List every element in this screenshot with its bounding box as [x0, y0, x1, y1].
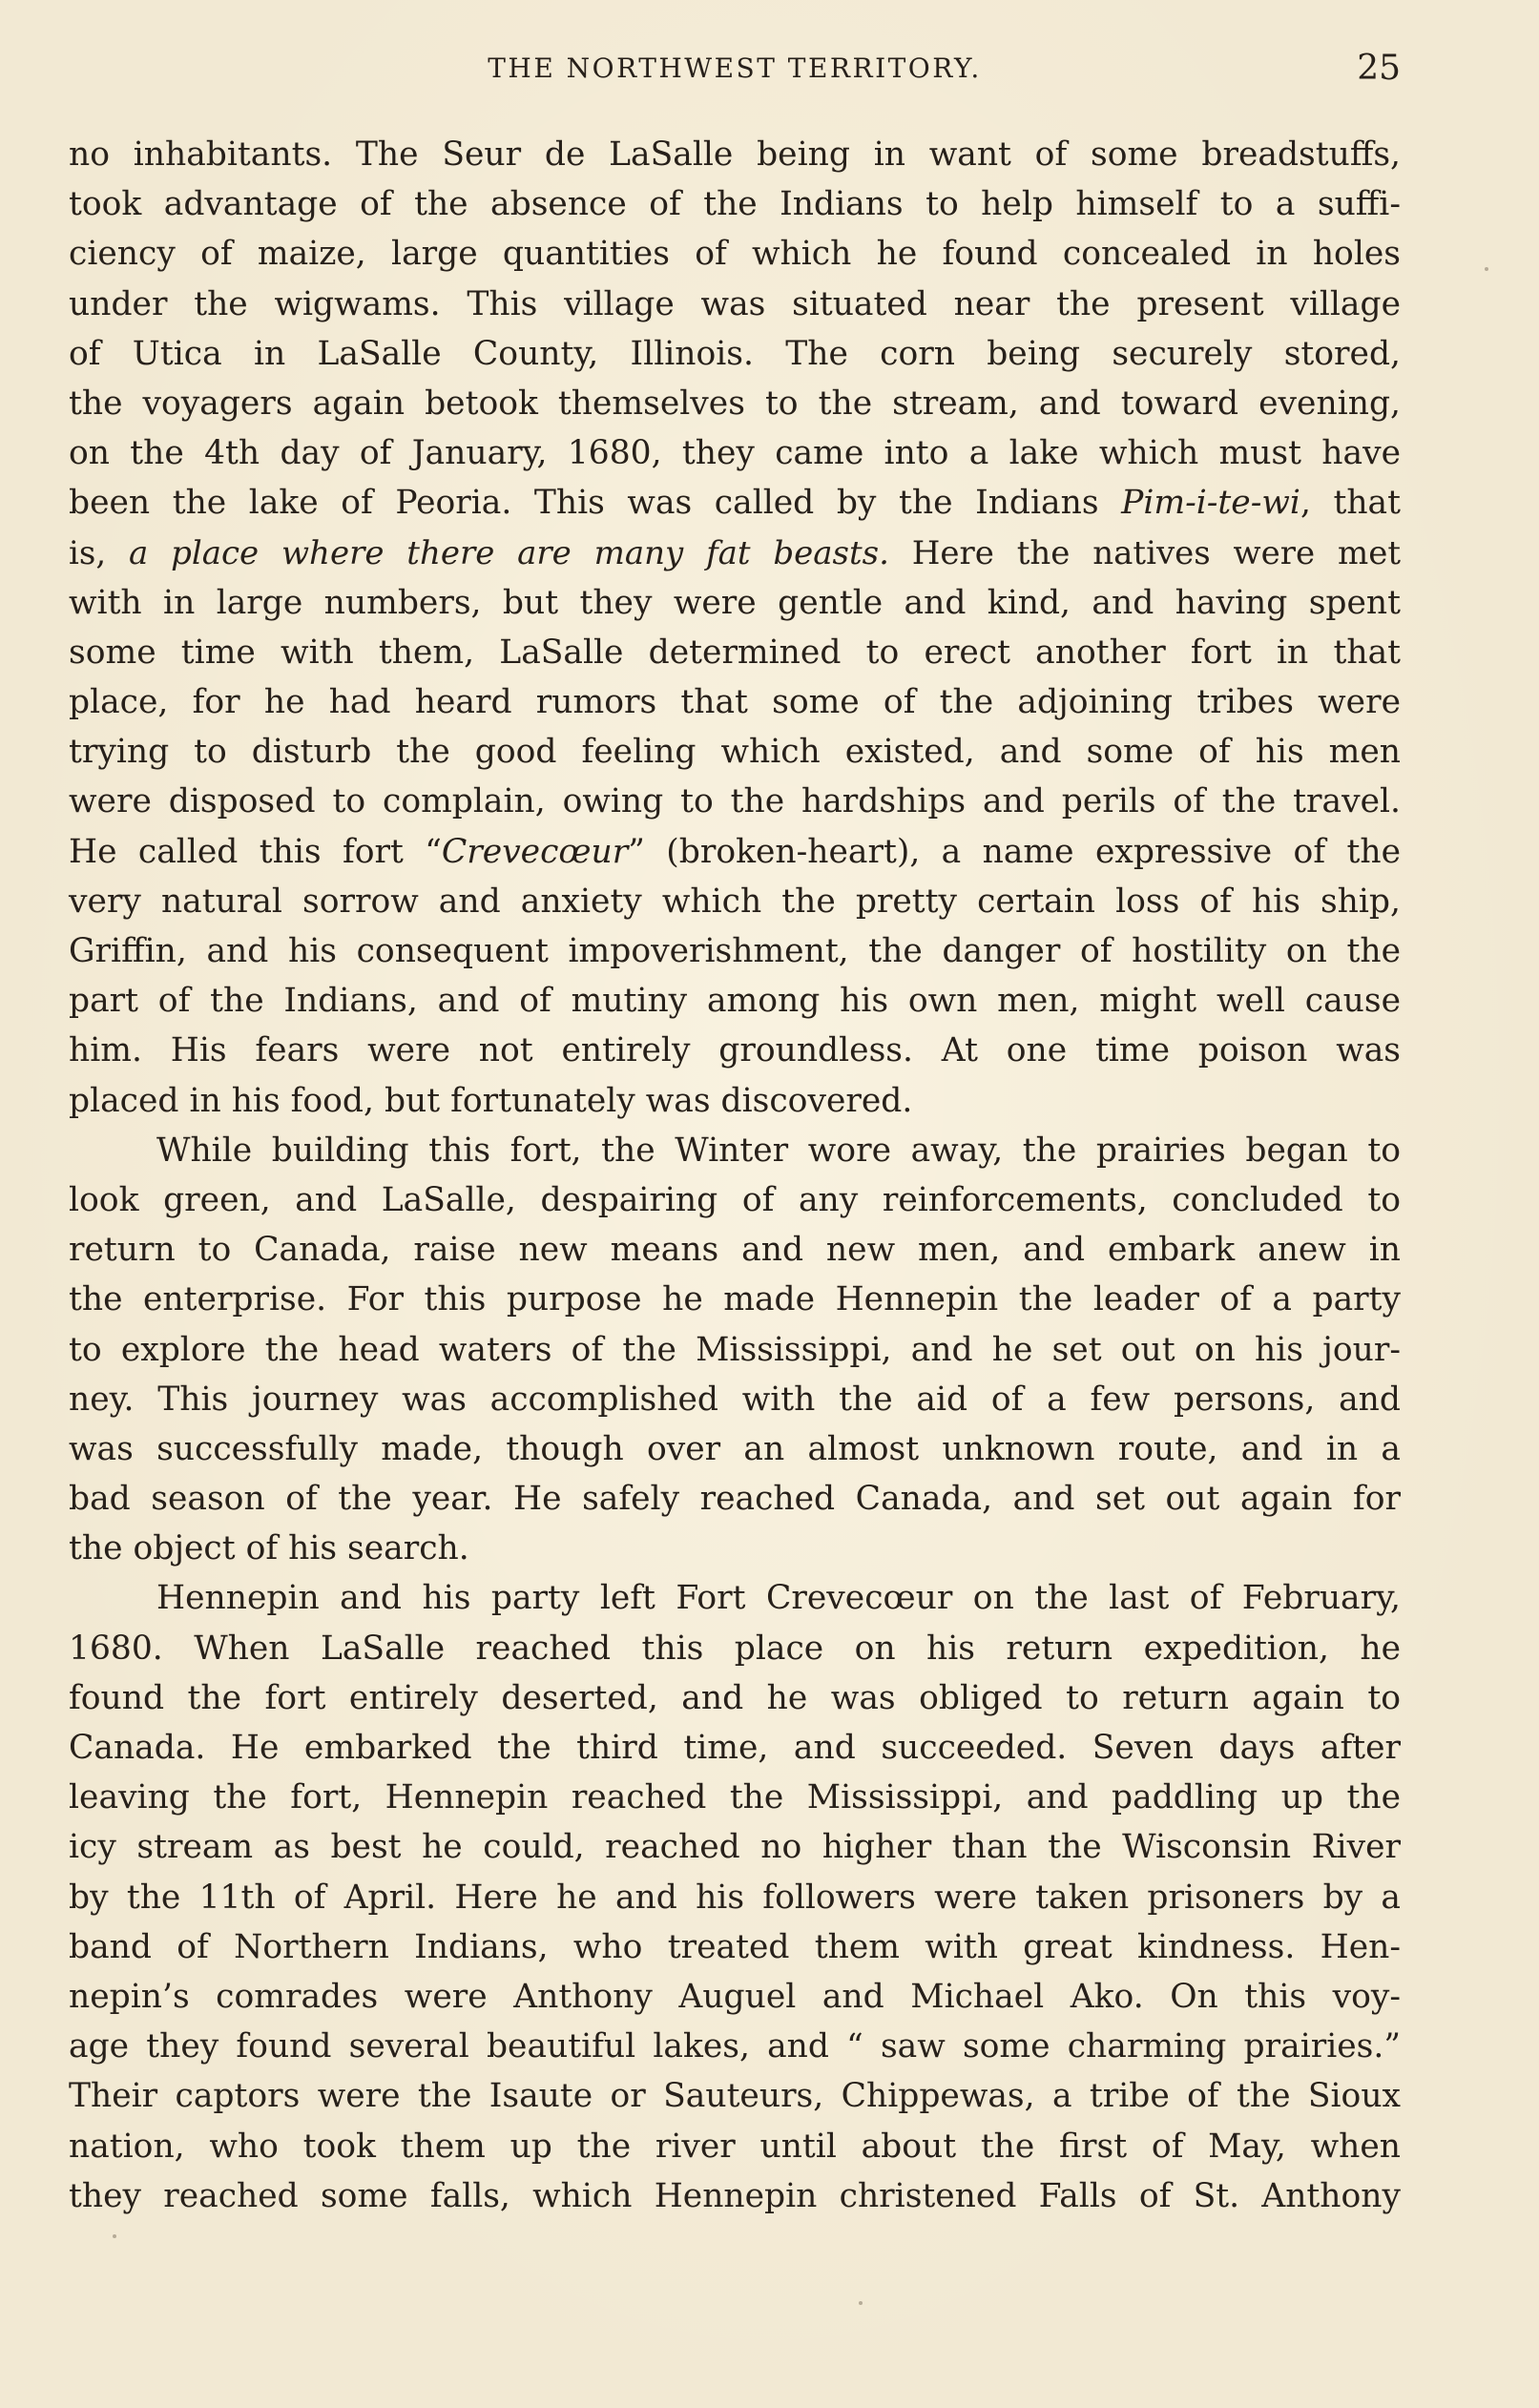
text-line [69, 529, 1401, 578]
text-line: by the 11th of April. Here he and his followers were taken prisoners by a [69, 1878, 1401, 1917]
page-number: 25 [1357, 49, 1401, 88]
text-line: bad season of the year. He safely reached Canada, and set out again for [69, 1480, 1401, 1519]
text-run: Here the natives were met [911, 533, 1401, 572]
text-line: the voyagers again betook themselves to the stream, and toward evening, [69, 384, 1401, 423]
text-line: While building this fort, the Winter wore away, the prairies began to [156, 1131, 1401, 1170]
text-line: place, for he had heard rumors that some of the adjoining tribes were [69, 683, 1401, 722]
text-line: Their captors were the Isaute or Sauteurs, Chippewas, a tribe of the Sioux [69, 2077, 1401, 2116]
text-line: return to Canada, raise new means and new men, and embark anew in [69, 1231, 1401, 1270]
text-line: look green, and LaSalle, despairing of any reinforcements, concluded to [69, 1180, 1401, 1219]
text-line: ney. This journey was accomplished with the aid of a few persons, and [69, 1380, 1401, 1419]
text-run: He called this fort “ [69, 832, 442, 871]
text-line: they reached some falls, which Hennepin christened Falls of St. Anthony [69, 2176, 1401, 2215]
text-line: part of the Indians, and of mutiny among his own men, might well cause [69, 982, 1401, 1021]
text-line: 1680. When LaSalle reached this place on his return expedition, he [69, 1629, 1401, 1668]
text-line: on the 4th day of January, 1680, they came into a lake which must have [69, 434, 1401, 473]
text-line: some time with them, LaSalle determined to erect another fort in that [69, 633, 1401, 672]
text-line: no inhabitants. The Seur de LaSalle being in want of some breadstuffs, [69, 135, 1401, 174]
text-line: Canada. He embarked the third time, and succeeded. Seven days after [69, 1729, 1401, 1767]
italic-translation: a place where there are many fat beasts. [128, 533, 889, 572]
text-run: is, [69, 533, 107, 572]
text-line: leaving the fort, Hennepin reached the Mississippi, and paddling up the [69, 1778, 1401, 1817]
running-head [69, 48, 1401, 90]
body-text [69, 130, 1401, 2221]
text-line: trying to disturb the good feeling which existed, and some of his men [69, 733, 1401, 772]
paper-speck [859, 2301, 863, 2305]
italic-fort-name: Crevecœur [441, 832, 629, 871]
text-line: very natural sorrow and anxiety which the pretty certain loss of his ship, [69, 882, 1401, 921]
text-line: to explore the head waters of the Mississippi, and he set out on his jour- [69, 1330, 1401, 1369]
text-run: ” (broken-heart), a name expressive of the [628, 832, 1401, 871]
text-line: nation, who took them up the river until about the first of May, when [69, 2127, 1401, 2166]
text-line: under the wigwams. This village was situated near the present village [69, 284, 1401, 323]
text-line: were disposed to complain, owing to the hardships and perils of the travel. [69, 782, 1401, 821]
text-line: ciency of maize, large quantities of which he found concealed in holes [69, 235, 1401, 274]
text-line: placed in his food, but fortunately was discovered. [69, 1081, 913, 1120]
running-title: THE NORTHWEST TERRITORY. [488, 52, 982, 84]
paper-speck [1485, 267, 1488, 271]
text-run: been the lake of Peoria. This was called by the Indians [69, 484, 1099, 523]
text-line: was successfully made, though over an almost unknown route, and in a [69, 1429, 1401, 1468]
text-line: of Utica in LaSalle County, Illinois. The corn being securely stored, [69, 334, 1401, 373]
text-line: the enterprise. For this purpose he made Hennepin the leader of a party [69, 1280, 1401, 1319]
text-line: Griffin, and his consequent impoverishment, the danger of hostility on the [69, 932, 1401, 970]
text-run: , that [1300, 484, 1401, 523]
text-line: found the fort entirely deserted, and he was obliged to return again to [69, 1678, 1401, 1717]
text-line: nepin’s comrades were Anthony Auguel and Michael Ako. On this voy- [69, 1977, 1401, 2016]
text-line: Hennepin and his party left Fort Crevecœur on the last of February, [156, 1579, 1401, 1618]
text-line: him. His fears were not entirely groundless. At one time poison was [69, 1031, 1401, 1070]
text-line [69, 478, 1401, 528]
paper-speck [113, 2234, 116, 2238]
text-line: band of Northern Indians, who treated them with great kindness. Hen- [69, 1927, 1401, 1966]
text-line: age they found several beautiful lakes, and “ saw some charming prairies.” [69, 2027, 1401, 2066]
text-line: took advantage of the absence of the Indians to help himself to a suffi- [69, 185, 1401, 224]
text-line [69, 827, 1401, 877]
italic-indian-name: Pim-i-te-wi [1121, 484, 1300, 523]
text-line: icy stream as best he could, reached no higher than the Wisconsin River [69, 1828, 1401, 1867]
text-line: with in large numbers, but they were gentle and kind, and having spent [69, 583, 1401, 622]
text-line: the object of his search. [69, 1529, 469, 1568]
